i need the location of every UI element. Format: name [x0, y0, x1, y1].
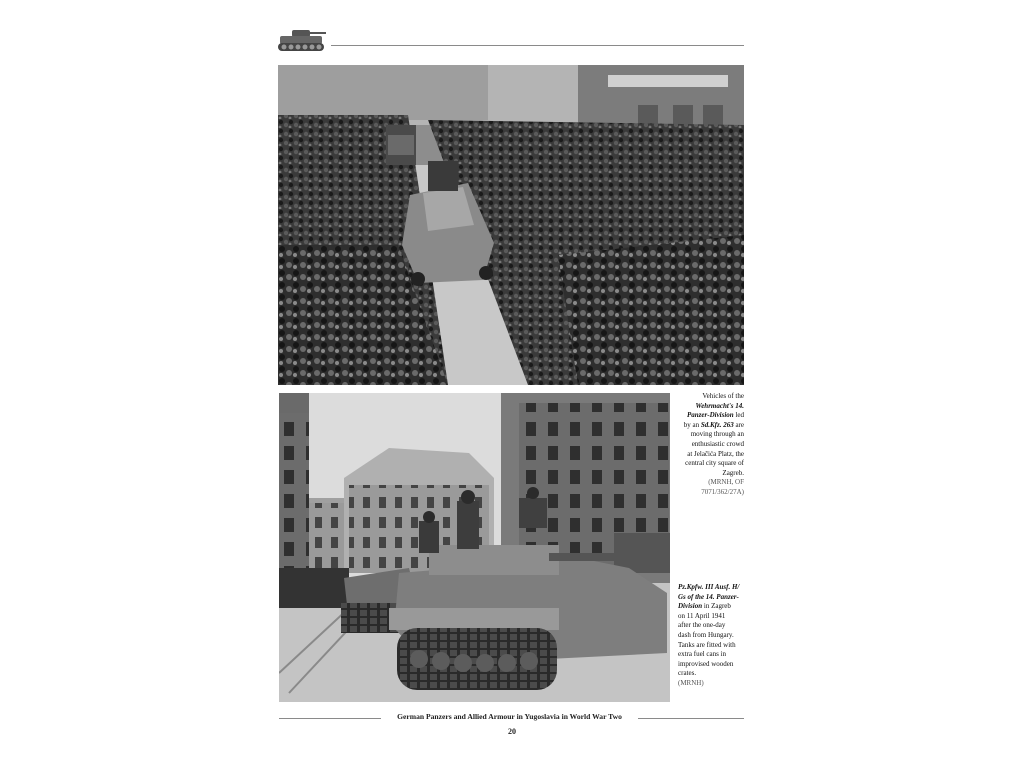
- caption-top-photo: [676, 392, 744, 498]
- caption-line: dash from Hungary.: [678, 630, 734, 639]
- caption-line: Panzer-Division led: [687, 411, 744, 420]
- header-rule: [331, 45, 744, 46]
- book-title: German Panzers and Allied Armour in Yugoslavia in World War Two: [397, 712, 622, 721]
- page-number: 20: [508, 727, 516, 736]
- caption-line: Wehrmacht's 14.: [695, 401, 744, 410]
- caption-line: Vehicles of the: [702, 392, 744, 400]
- caption-line: extra fuel cans in: [678, 650, 727, 659]
- caption-bottom-photo: [678, 583, 746, 689]
- caption-line: Zagreb.: [722, 468, 744, 477]
- caption-line: on 11 April 1941: [678, 611, 726, 620]
- footer-rule-right: [638, 718, 744, 719]
- caption-line: after the one-day: [678, 621, 726, 630]
- footer-rule-left: [279, 718, 381, 719]
- caption-line: by an Sd.Kfz. 263 are: [683, 420, 744, 429]
- photo-crowd-armoured-car: [278, 65, 744, 385]
- caption-line: Division in Zagreb: [678, 602, 731, 611]
- caption-line: enthusiastic crowd: [691, 439, 744, 448]
- photo-tanks-street: [279, 393, 670, 702]
- caption-line: Gs of the 14. Panzer-: [678, 592, 739, 601]
- caption-line: moving through an: [690, 430, 744, 439]
- photo-credit: 7071/362/27A): [701, 487, 744, 496]
- caption-line: Pz.Kpfw. III Ausf. H/: [678, 583, 740, 591]
- caption-line: crates.: [678, 669, 697, 678]
- tank-icon: [276, 24, 328, 54]
- caption-line: improvised wooden: [678, 659, 734, 668]
- caption-line: Tanks are fitted with: [678, 640, 736, 649]
- photo-credit: (MRNH): [678, 678, 704, 687]
- caption-line: central city square of: [685, 459, 744, 468]
- caption-line: at Jelačića Platz, the: [687, 449, 744, 458]
- photo-credit: (MRNH, OF: [708, 478, 744, 487]
